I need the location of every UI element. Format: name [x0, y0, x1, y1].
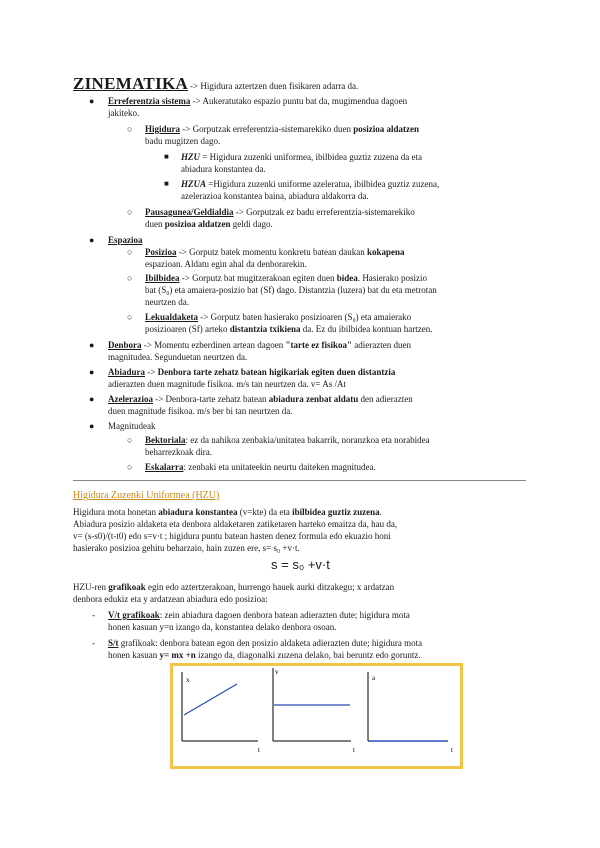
bullet-circle: ○: [127, 247, 133, 257]
bullet-dot: ●: [89, 340, 95, 350]
item-text: -> Aukeratutako espazio puntu bat da, mugimendua dagoen: [190, 96, 408, 106]
term-label: Espazioa: [108, 235, 143, 245]
x-axis-label: t: [258, 746, 260, 754]
item-azelerazioa: Azelerazioa -> Denbora-tarte zehatz batean abiadura zenbat aldatu den adierazten: [108, 394, 413, 404]
paragraph-line: v= (s-s0)/(t-t0) edo s=v·t ; higidura puntu batean hasten denez formula edo ekuazio honi: [73, 531, 391, 541]
list-item-cont: honen kasuan y=n izango da, konstantea delako denbora osoan.: [108, 622, 337, 632]
paragraph-line: denbora edukiz eta y ardatzean abiadura edo posizioa:: [73, 594, 268, 604]
paragraph-line: hasierako posizioa gehitu beharzaio, hain zuzen ere, s= s₀ +v·t.: [73, 543, 300, 553]
bullet-square: ■: [164, 179, 169, 188]
item-text-cont: espazioan. Aldatu egin ahal da denborarekin.: [145, 259, 307, 269]
bullet-dash: -: [92, 638, 95, 648]
item-hzu: [181, 151, 422, 163]
list-item-cont: honen kasuan y= mx +n izango da, diagonalki zuzena delako, bai beruntz edo goruntz.: [108, 650, 421, 660]
item-pausagunea: [145, 206, 415, 218]
item-text-cont: duen posizioa aldatzen geldi dago.: [145, 219, 273, 229]
divider: [73, 480, 526, 481]
item-abiadura: Abiadura -> Denbora tarte zehatz batean higikariak egiten duen distantzia: [108, 367, 396, 377]
bullet-circle: ○: [127, 273, 133, 283]
term-label: Higidura: [145, 124, 181, 134]
y-axis-label: x: [186, 676, 190, 684]
item-text-cont: duen magnitude fisikoa. m/s ber bi tan neurtzen da.: [108, 406, 293, 416]
bullet-dash: -: [92, 610, 95, 620]
paragraph-line: Abiadura posizio aldaketa eta denbora aldaketaren zatiketaren harteko emaitza da, hau da,: [73, 519, 398, 529]
term-label: Posizioa: [145, 247, 177, 257]
item-text: = Higidura zuzenki uniformea, ibilbidea guztiz zuzena da eta: [200, 152, 422, 162]
item-text-cont: badu mugitzen dago.: [145, 136, 221, 146]
item-text: =Higidura zuzenki uniforme azeleratua, ibilbidea guztiz zuzena,: [206, 179, 440, 189]
item-text: -> Gorputzak erreferentzia-sistemarekiko duen: [180, 124, 354, 134]
item-higidura: [145, 123, 419, 135]
item-text-cont: azelerazioa konstantea baina, abiadura aldakorra da.: [181, 191, 369, 201]
graphs-box: [170, 663, 463, 769]
term-label: Pausagunea/Geldialdia: [145, 207, 234, 217]
item-bektoriala: Bektoriala: ez da nahikoa zenbakia/unitatea bakarrik, noranzkoa eta norabidea: [145, 435, 430, 445]
term-label: Ibilbidea: [145, 273, 180, 283]
item-text: -> Gorputz batek momentu konkretu batean daukan: [176, 247, 368, 257]
graph-velocity-time: [273, 668, 355, 754]
item-text-cont: posizioaren (Sf) arteko distantzia txikiena da. Ez du ibilbidea kontuan hartzen.: [145, 324, 433, 334]
list-item-vt: V/t grafikoak: zein abiadura dagoen denbora batean adierazten dute; higidura mota: [108, 610, 410, 620]
bullet-dot: ●: [89, 394, 95, 404]
y-axis-label: v: [275, 668, 279, 676]
item-magnitudeak: Magnitudeak: [108, 421, 156, 431]
item-text-cont: neurtzen da.: [145, 297, 189, 307]
bullet-dot: ●: [89, 235, 95, 245]
item-hzua: [181, 178, 439, 190]
bullet-dot: ●: [89, 96, 95, 106]
item-text-cont: abiadura konstantea da.: [181, 164, 266, 174]
item-ibilbidea: Ibilbidea -> Gorputz bat mugitzerakoan egiten duen bidea. Hasierako posizio: [145, 273, 428, 283]
term-label: Erreferentzia sistema: [108, 96, 191, 106]
item-text-cont: adierazten duen magnitude fisikoa. m/s tan neurtzen da. v= As /At: [108, 379, 347, 389]
term-label: Denbora: [108, 340, 142, 350]
bullet-dot: ●: [89, 421, 95, 431]
bullet-square: ■: [164, 152, 169, 161]
item-text-cont: jakiteko.: [108, 108, 140, 118]
term-label: Abiadura: [108, 367, 146, 377]
bullet-circle: ○: [127, 312, 133, 322]
bullet-circle: ○: [127, 207, 133, 217]
item-lekualdaketa: Lekualdaketa -> Gorputz baten hasierako posizioaren (S₀) eta amaierako: [145, 312, 412, 322]
term-label: Bektoriala: [145, 435, 186, 445]
formula: s = s₀ +v·t: [271, 557, 330, 572]
item-posizioa: [145, 246, 405, 258]
item-text: -> Gorputzak ez badu erreferentzia-sistemarekiko: [233, 207, 415, 217]
page-title: ZINEMATIKA: [73, 74, 189, 93]
x-axis-label: t: [353, 746, 355, 754]
title-description: -> Higidura aztertzen duen fisikaren adarra da.: [190, 81, 359, 91]
bullet-circle: ○: [127, 462, 133, 472]
paragraph-line: HZU-ren grafikoak egin edo aztertzerakoan, hurrengo hauek aurki ditzakegu; x ardatzan: [73, 582, 395, 592]
y-axis-label: a: [372, 674, 376, 682]
item-espazioa: [108, 234, 143, 246]
term-label: Eskalarra: [145, 462, 184, 472]
item-text-cont: beharrezkoak dira.: [145, 447, 212, 457]
term-label: Azelerazioa: [108, 394, 153, 404]
item-erreferentzia: [108, 95, 407, 107]
position-line: [184, 684, 237, 715]
term-label: HZUA: [181, 179, 207, 189]
item-eskalarra: Eskalarra: zenbaki eta unitateekin neurtu daiteken magnitudea.: [145, 462, 376, 472]
item-text-cont: bat (S₀) eta amaiera-posizio bat (Sf) dago. Distantzia (luzera) bat du eta metrotan: [145, 285, 437, 295]
graph-position-time: [182, 672, 260, 754]
item-text-cont: magnitudea. Segunduetan neurtzen da.: [108, 352, 248, 362]
bullet-dot: ●: [89, 367, 95, 377]
item-bold: kokapena: [367, 247, 405, 257]
paragraph-line: Higidura mota honetan abiadura konstantea (v=kte) da eta ibilbidea guztiz zuzena.: [73, 507, 382, 517]
graph-acceleration-time: [368, 672, 453, 754]
section-heading: Higidura Zuzenki Uniformea (HZU): [73, 490, 220, 501]
x-axis-label: t: [451, 746, 453, 754]
graphs-svg: [173, 666, 460, 766]
term-label: HZU: [181, 152, 200, 162]
list-item-st: S/t grafikoak: denbora batean egon den posizio aldaketa adierazten dute; higidura mota: [108, 638, 423, 648]
item-bold: posizioa aldatzen: [353, 124, 420, 134]
term-label: Lekualdaketa: [145, 312, 199, 322]
bullet-circle: ○: [127, 435, 133, 445]
item-denbora: Denbora -> Momentu ezberdinen artean dagoen "tarte ez fisikoa" adierazten duen: [108, 340, 411, 350]
bullet-circle: ○: [127, 124, 133, 134]
